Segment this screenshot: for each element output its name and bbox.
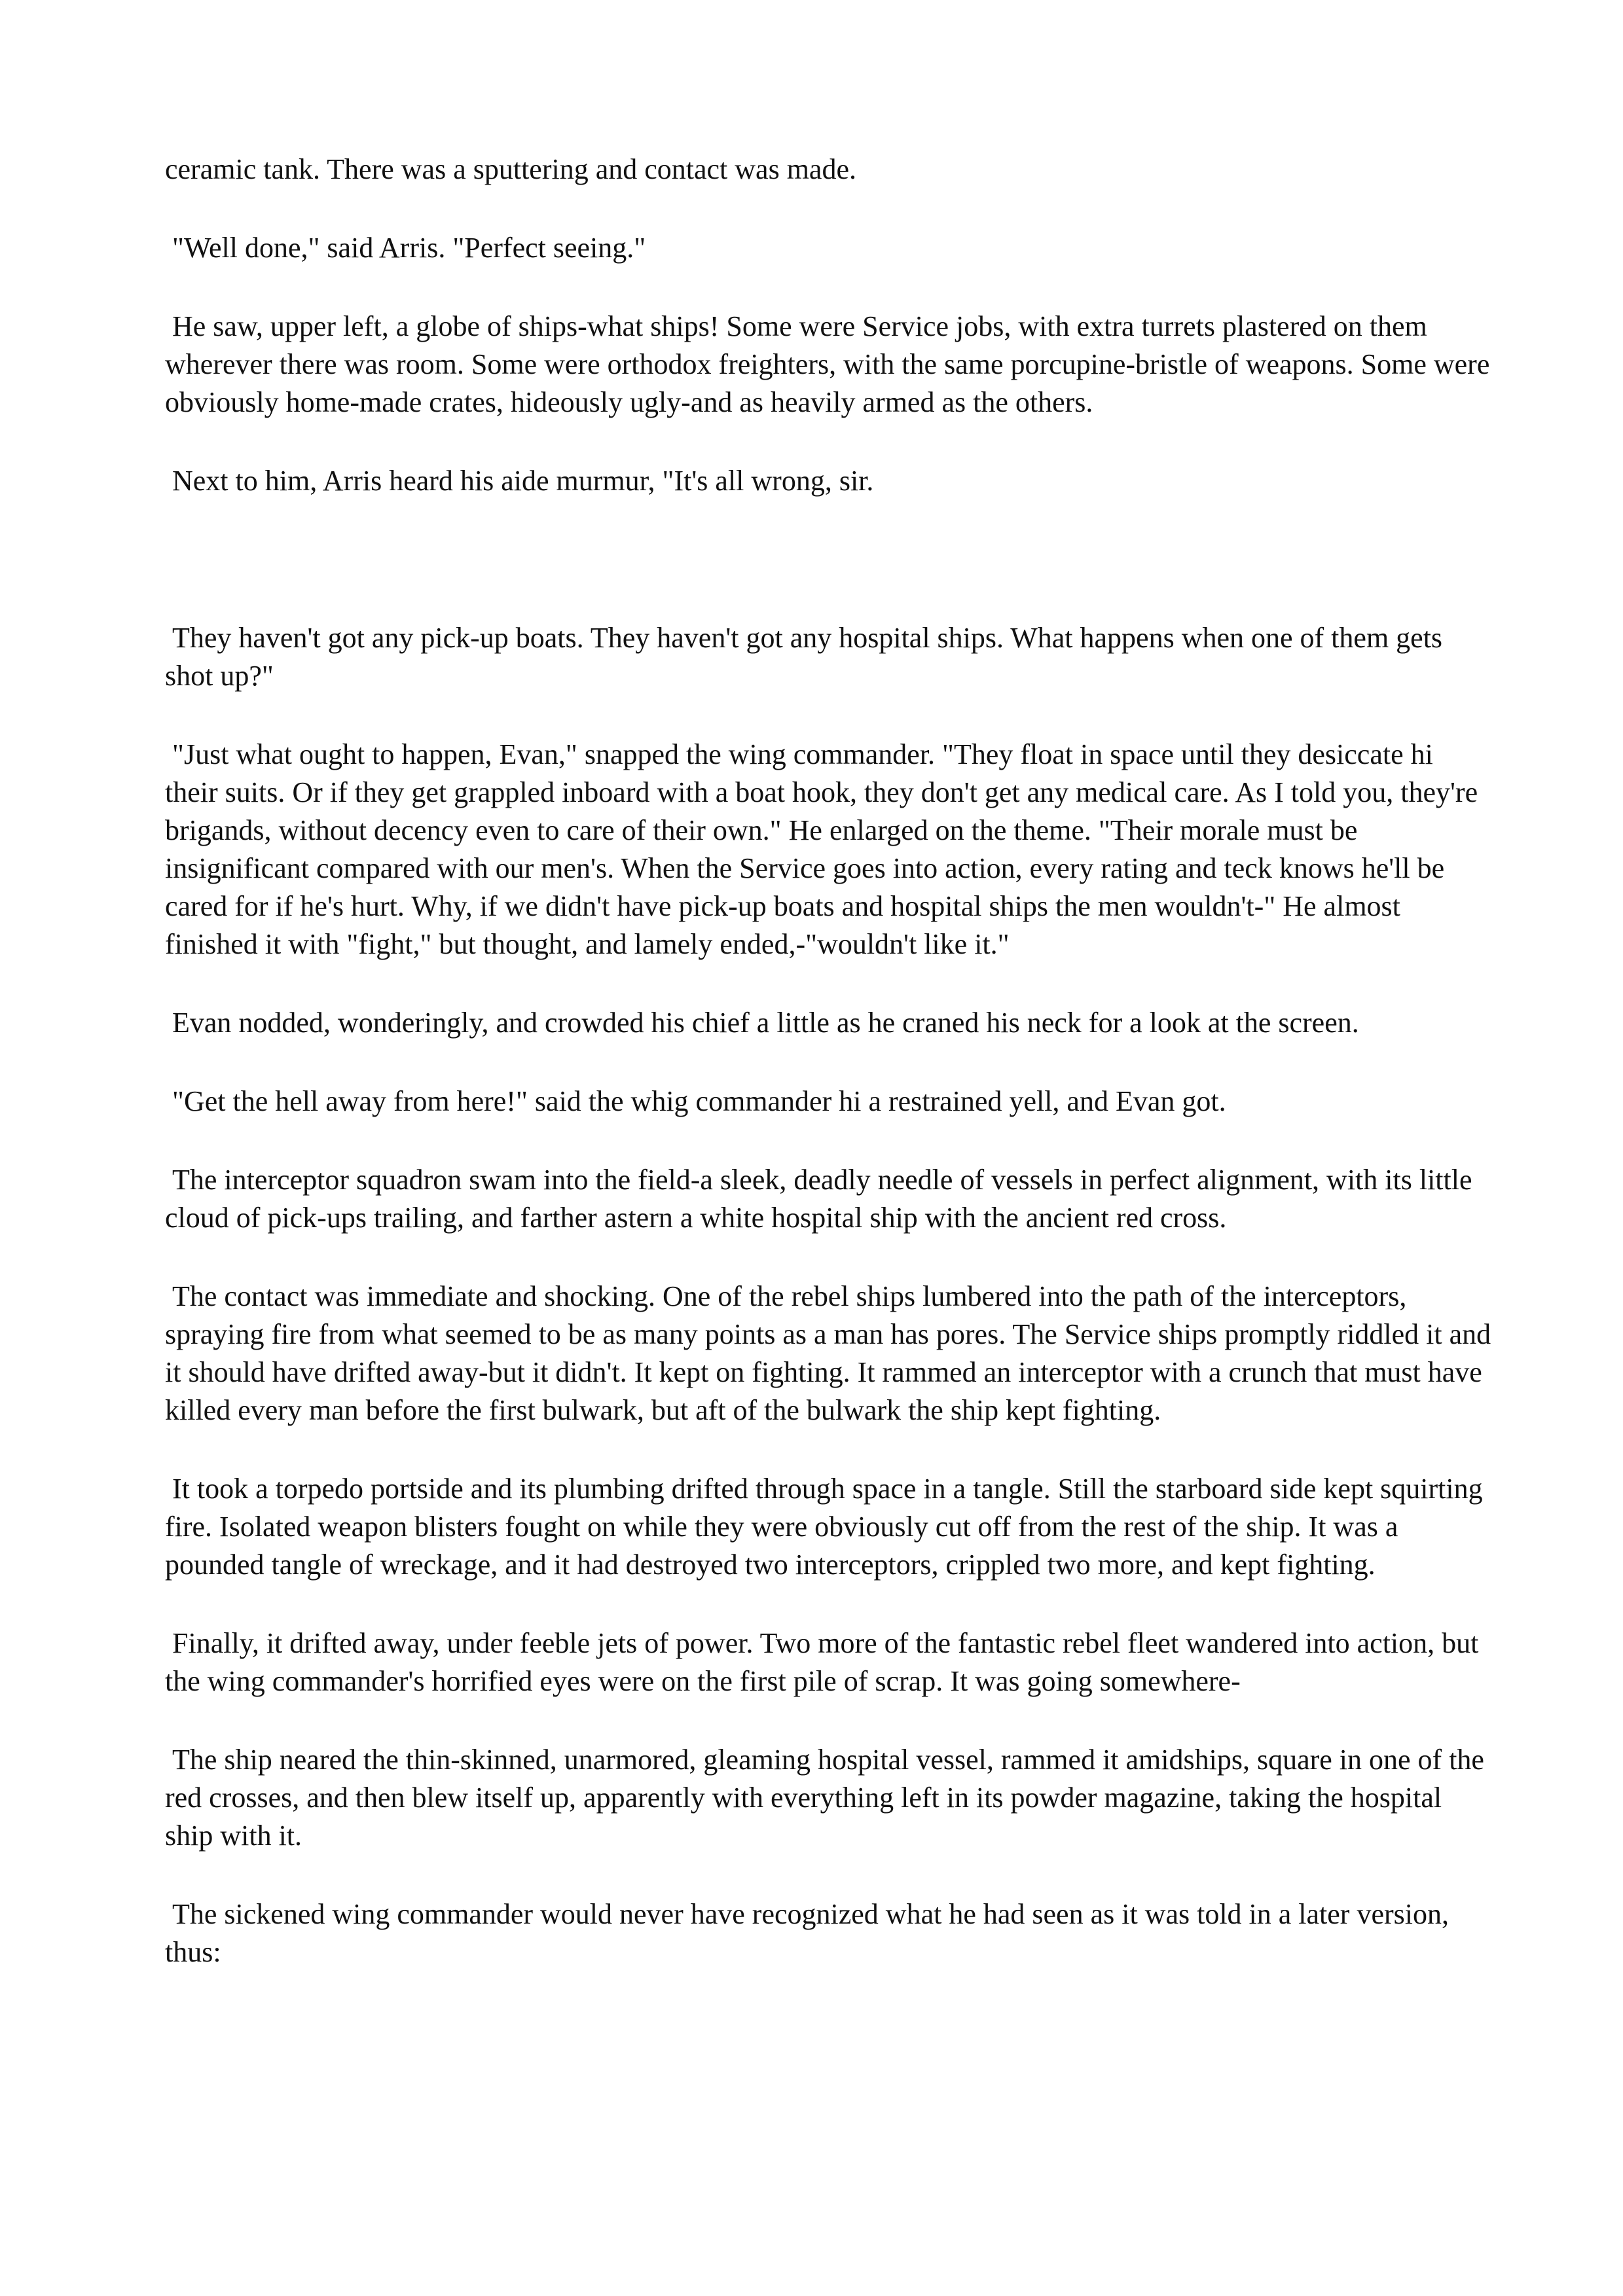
paragraph-6: "Just what ought to happen, Evan," snapped the wing commander. "They float in space until they desiccate hi their suits. Or if they get grappled inboard with a boat hook, they don't get any medical care. As I told you, they're brigands, without decency even to care of their own." He enlarged on the theme. "Their morale must be insignificant compared with our men's. When the Service goes into action, every rating and teck knows he'll be cared for if he's hurt. Why, if we didn't have pick-up boats and hospital ships the men wouldn't-" He almost finished it with "fight," but thought, and lamely ended,-"wouldn't like it." (165, 738, 1478, 960)
page-break-gap (165, 541, 1492, 619)
paragraph-14: The sickened wing commander would never have recognized what he had seen as it was told in a later version, thus: (165, 1898, 1449, 1968)
paragraph-1: ceramic tank. There was a sputtering and contact was made. (165, 153, 856, 185)
paragraph-12: Finally, it drifted away, under feeble jets of power. Two more of the fantastic rebel fleet wandered into action, but the wing commander's horrified eyes were on the first pile of scrap. It was going somewhere- (165, 1627, 1479, 1697)
paragraph-4: Next to him, Arris heard his aide murmur, "It's all wrong, sir. (172, 465, 874, 497)
paragraph-11: It took a torpedo portside and its plumbing drifted through space in a tangle. Still the starboard side kept squirting fire. Isolated weapon blisters fought on while they were obviously cut off from the rest of the ship. It was a pounded tangle of wreckage, and it had destroyed two interceptors, crippled two more, and kept fighting. (165, 1473, 1483, 1581)
paragraph-5: They haven't got any pick-up boats. They haven't got any hospital ships. What happens when one of them gets shot up?" (165, 622, 1443, 692)
paragraph-9: The interceptor squadron swam into the field-a sleek, deadly needle of vessels in perfect alignment, with its little cloud of pick-ups trailing, and farther astern a white hospital ship with the ancient red cross. (165, 1164, 1472, 1234)
paragraph-10: The contact was immediate and shocking. One of the rebel ships lumbered into the path of the interceptors, spraying fire from what seemed to be as many points as a man has pores. The Service ships promptly riddled it and it should have drifted away-but it didn't. It kept on fighting. It rammed an interceptor with a crunch that must have killed every man before the first bulwark, but aft of the bulwark the ship kept fighting. (165, 1280, 1491, 1426)
paragraph-2: "Well done," said Arris. "Perfect seeing." (172, 232, 646, 264)
paragraph-8: "Get the hell away from here!" said the whig commander hi a restrained yell, and Evan got. (172, 1085, 1226, 1117)
paragraph-7: Evan nodded, wonderingly, and crowded his chief a little as he craned his neck for a look at the screen. (172, 1007, 1359, 1039)
paragraph-3: He saw, upper left, a globe of ships-what ships! Some were Service jobs, with extra turrets plastered on them wherever there was room. Some were orthodox freighters, with the same porcupine-bristle of weapons. Some were obviously home-made crates, hideously ugly-and as heavily armed as the others. (165, 310, 1490, 418)
paragraph-13: The ship neared the thin-skinned, unarmored, gleaming hospital vessel, rammed it amidships, square in one of the red crosses, and then blew itself up, apparently with everything left in its powder magazine, taking the hospital ship with it. (165, 1744, 1484, 1852)
